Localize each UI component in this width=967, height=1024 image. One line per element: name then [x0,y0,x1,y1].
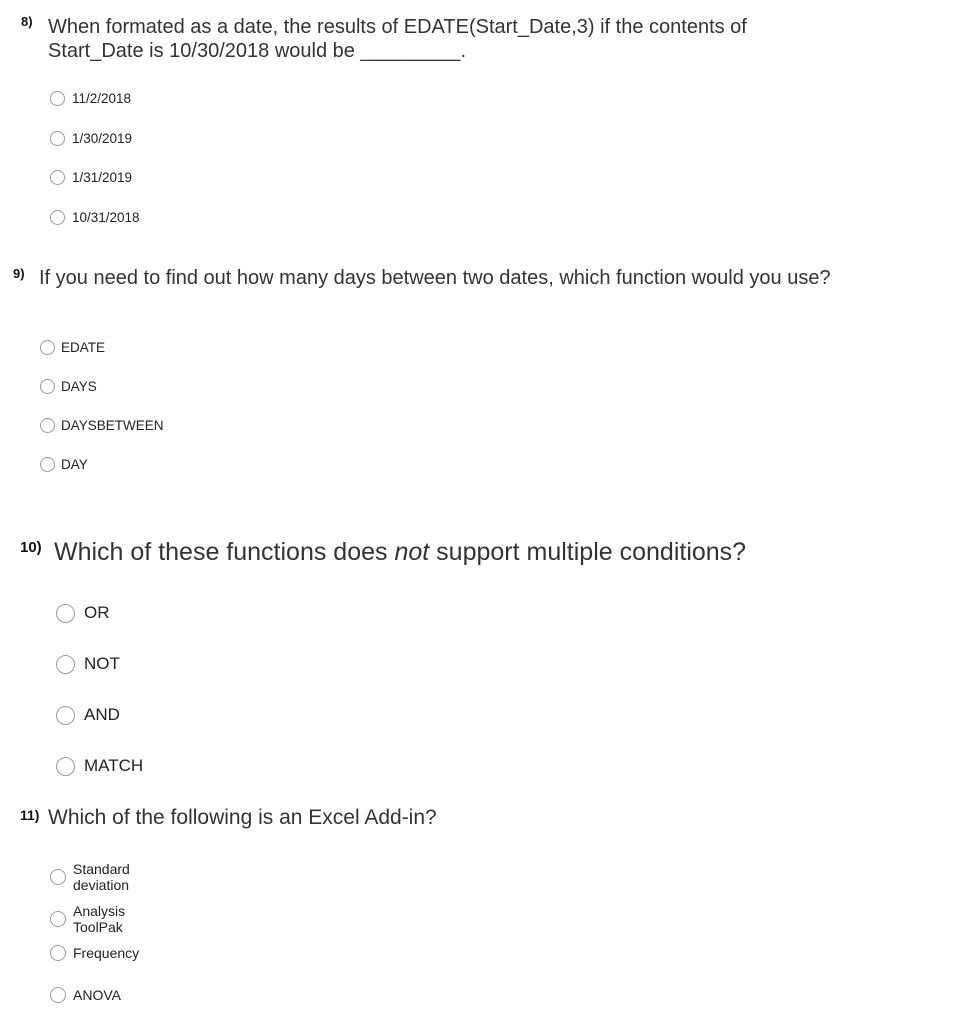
option-label: EDATE [61,340,106,355]
answer-option[interactable] [50,945,139,961]
radio-button[interactable] [56,757,75,776]
answer-option[interactable] [40,418,164,433]
radio-button[interactable] [50,131,65,146]
radio-button[interactable] [40,379,55,394]
radio-button[interactable] [50,911,66,927]
answer-option[interactable] [56,705,120,725]
radio-button[interactable] [50,987,66,1003]
radio-button[interactable] [40,457,55,472]
option-label: 11/2/2018 [72,91,132,106]
answer-option[interactable] [50,861,130,893]
option-label: OR [84,603,110,622]
question-text-emphasis: not [394,538,430,566]
option-label: NOT [84,654,120,673]
question-number: 9) [13,266,25,281]
answer-option[interactable] [50,903,125,935]
question-text: Which of the following is an Excel Add-in? [48,806,437,829]
option-label: 10/31/2018 [72,210,140,225]
radio-button[interactable] [56,655,75,674]
option-label: Standard deviation [73,861,130,893]
option-label: DAYS [61,379,97,394]
question-text: If you need to find out how many days between two dates, which function would you use? [39,267,831,289]
option-label: Analysis ToolPak [73,903,126,935]
answer-option[interactable] [50,987,121,1003]
radio-button[interactable] [50,170,65,185]
radio-button[interactable] [56,604,75,623]
radio-button[interactable] [50,210,65,225]
option-label: 1/30/2019 [72,131,133,146]
answer-option[interactable] [40,340,105,355]
answer-option[interactable] [50,131,132,146]
radio-button[interactable] [50,91,65,106]
answer-option[interactable] [56,654,120,674]
option-label: 1/31/2019 [72,170,133,185]
answer-option[interactable] [50,91,131,106]
answer-option[interactable] [50,170,132,185]
radio-button[interactable] [50,945,66,961]
answer-option[interactable] [40,457,88,472]
question-number: 10) [20,539,42,556]
answer-option[interactable] [50,210,140,225]
option-label: DAYSBETWEEN [61,418,164,433]
question-number: 11) [20,807,40,823]
answer-option[interactable] [56,603,110,623]
option-label: Frequency [73,945,140,961]
option-label: AND [84,705,120,724]
radio-button[interactable] [40,340,55,355]
question-text: When formated as a date, the results of EDATE(Start_Date,3) if the contents of Start_Date is 10/30/2018 would be _________. [48,16,747,63]
answer-option[interactable] [40,379,97,394]
question-text-start: Which of these functions does [54,538,395,566]
radio-button[interactable] [56,706,75,725]
answer-option[interactable] [56,756,143,776]
option-label: DAY [61,457,88,472]
option-label: ANOVA [73,987,121,1003]
question-text [54,537,934,568]
option-label: MATCH [84,756,144,775]
question-number: 8) [21,14,33,29]
radio-button[interactable] [50,869,66,885]
question-text-end: support multiple conditions? [429,538,747,566]
radio-button[interactable] [40,418,55,433]
